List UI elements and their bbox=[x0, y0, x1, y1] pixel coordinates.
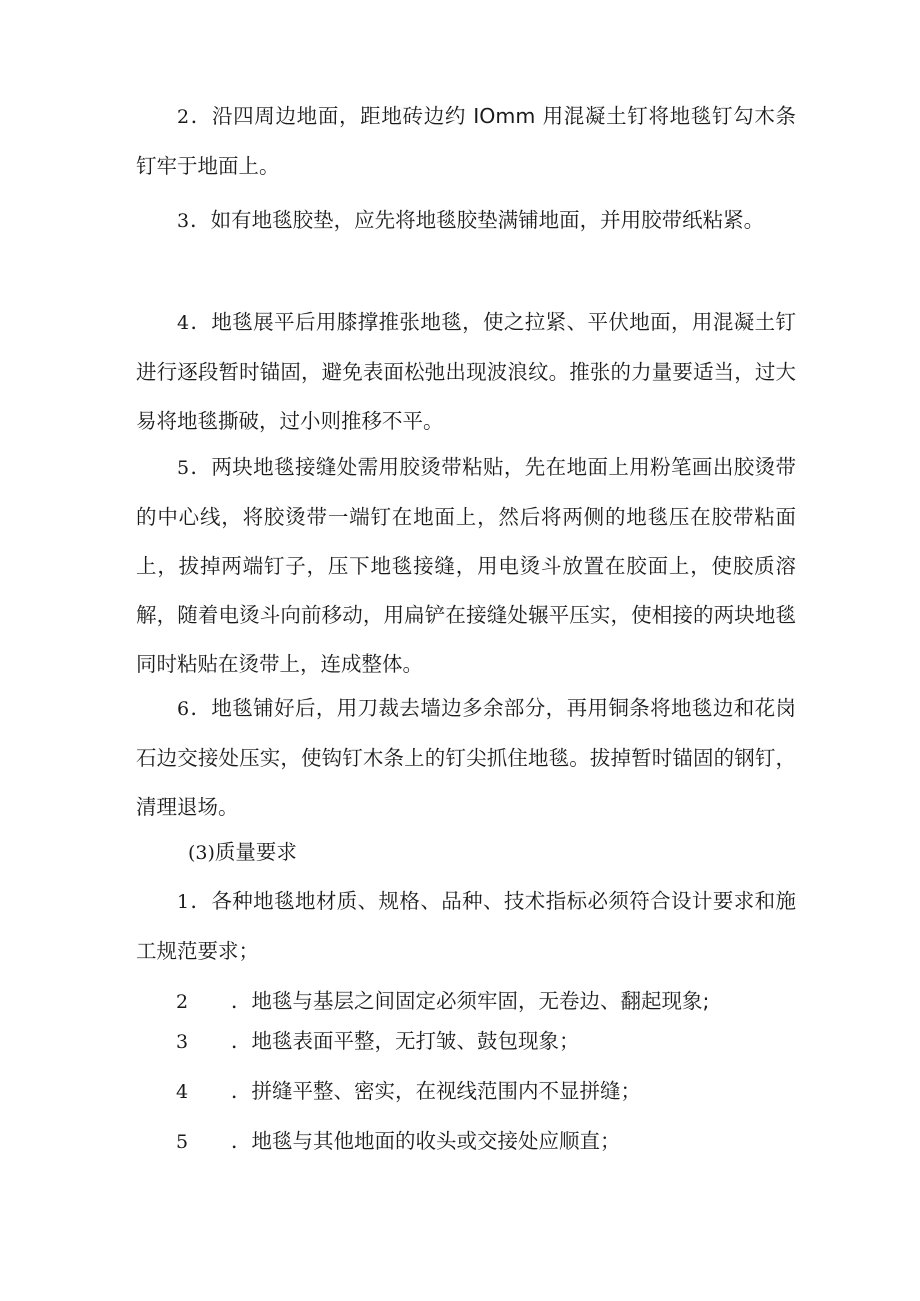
step-text: 沿四周边地面，距地砖边约 IOmm 用混凝土钉将地毯钉勾木条钉牢于地面上。 bbox=[136, 104, 797, 178]
item-text: ．拼缝平整、密实，在视线范围内不显拼缝； bbox=[231, 1079, 641, 1103]
step-2-paragraph bbox=[136, 92, 796, 191]
step-text: 地毯铺好后，用刀裁去墙边多余部分，再用铜条将地毯边和花岗石边交接处压实，使钩钉木条上的钉尖抓住地毯。拔掉暂时锚固的钢钉，清理退场。 bbox=[136, 696, 797, 819]
item-separator: ． bbox=[190, 889, 212, 913]
quality-heading bbox=[188, 828, 297, 878]
item-number: 1 bbox=[177, 891, 191, 913]
step-number: 5 bbox=[177, 457, 191, 479]
step-number: 3 bbox=[177, 210, 191, 232]
step-number: 4 bbox=[177, 312, 191, 334]
step-separator: ． bbox=[190, 208, 211, 232]
heading-number: (3) bbox=[188, 842, 215, 864]
quality-item-3 bbox=[176, 1021, 580, 1061]
step-number: 6 bbox=[177, 698, 191, 720]
item-number: 2 bbox=[176, 991, 189, 1013]
step-text: 如有地毯胶垫，应先将地毯胶垫满铺地面，并用胶带纸粘紧。 bbox=[210, 208, 765, 232]
step-separator: ． bbox=[190, 104, 212, 128]
step-4-paragraph bbox=[136, 298, 796, 446]
step-text: 地毯展平后用膝撑推张地毯，使之拉紧、平伏地面，用混凝土钉进行逐段暂时锚固，避免表面松弛出现波浪纹。推张的力量要适当，过大易将地毯撕破，过小则推移不平。 bbox=[136, 310, 797, 433]
step-6-paragraph bbox=[136, 684, 796, 832]
item-text: ．地毯与基层之间固定必须牢固，无卷边、翻起现象; bbox=[231, 989, 710, 1013]
step-separator: ． bbox=[190, 310, 212, 334]
item-number: 5 bbox=[176, 1131, 189, 1153]
quality-item-4 bbox=[176, 1071, 641, 1111]
item-text: ．地毯表面平整，无打皱、鼓包现象； bbox=[231, 1029, 580, 1053]
step-text: 两块地毯接缝处需用胶烫带粘贴，先在地面上用粉笔画出胶烫带的中心线，将胶烫带一端钉在地面上，然后将两侧的地毯压在胶带粘面上，拔掉两端钉子，压下地毯接缝，用电烫斗放置在胶面上，使胶质溶解，随着电烫斗向前移动，用扁铲在接缝处辗平压实，使相接的两块地毯同时粘贴在烫带上，连成整体。 bbox=[136, 455, 797, 676]
quality-item-2 bbox=[176, 981, 709, 1021]
quality-item-1-paragraph bbox=[136, 877, 796, 976]
step-separator: ． bbox=[190, 455, 212, 479]
step-separator: ． bbox=[190, 696, 212, 720]
quality-item-5 bbox=[176, 1121, 621, 1161]
item-number: 3 bbox=[176, 1031, 189, 1053]
step-5-paragraph bbox=[136, 443, 796, 689]
heading-text: 质量要求 bbox=[214, 840, 297, 864]
step-number: 2 bbox=[177, 106, 191, 128]
item-text: 各种地毯地材质、规格、品种、技术指标必须符合设计要求和施工规范要求； bbox=[136, 889, 797, 963]
item-text: ．地毯与其他地面的收头或交接处应顺直； bbox=[231, 1129, 621, 1153]
step-3-paragraph bbox=[136, 196, 796, 246]
item-number: 4 bbox=[176, 1081, 189, 1103]
